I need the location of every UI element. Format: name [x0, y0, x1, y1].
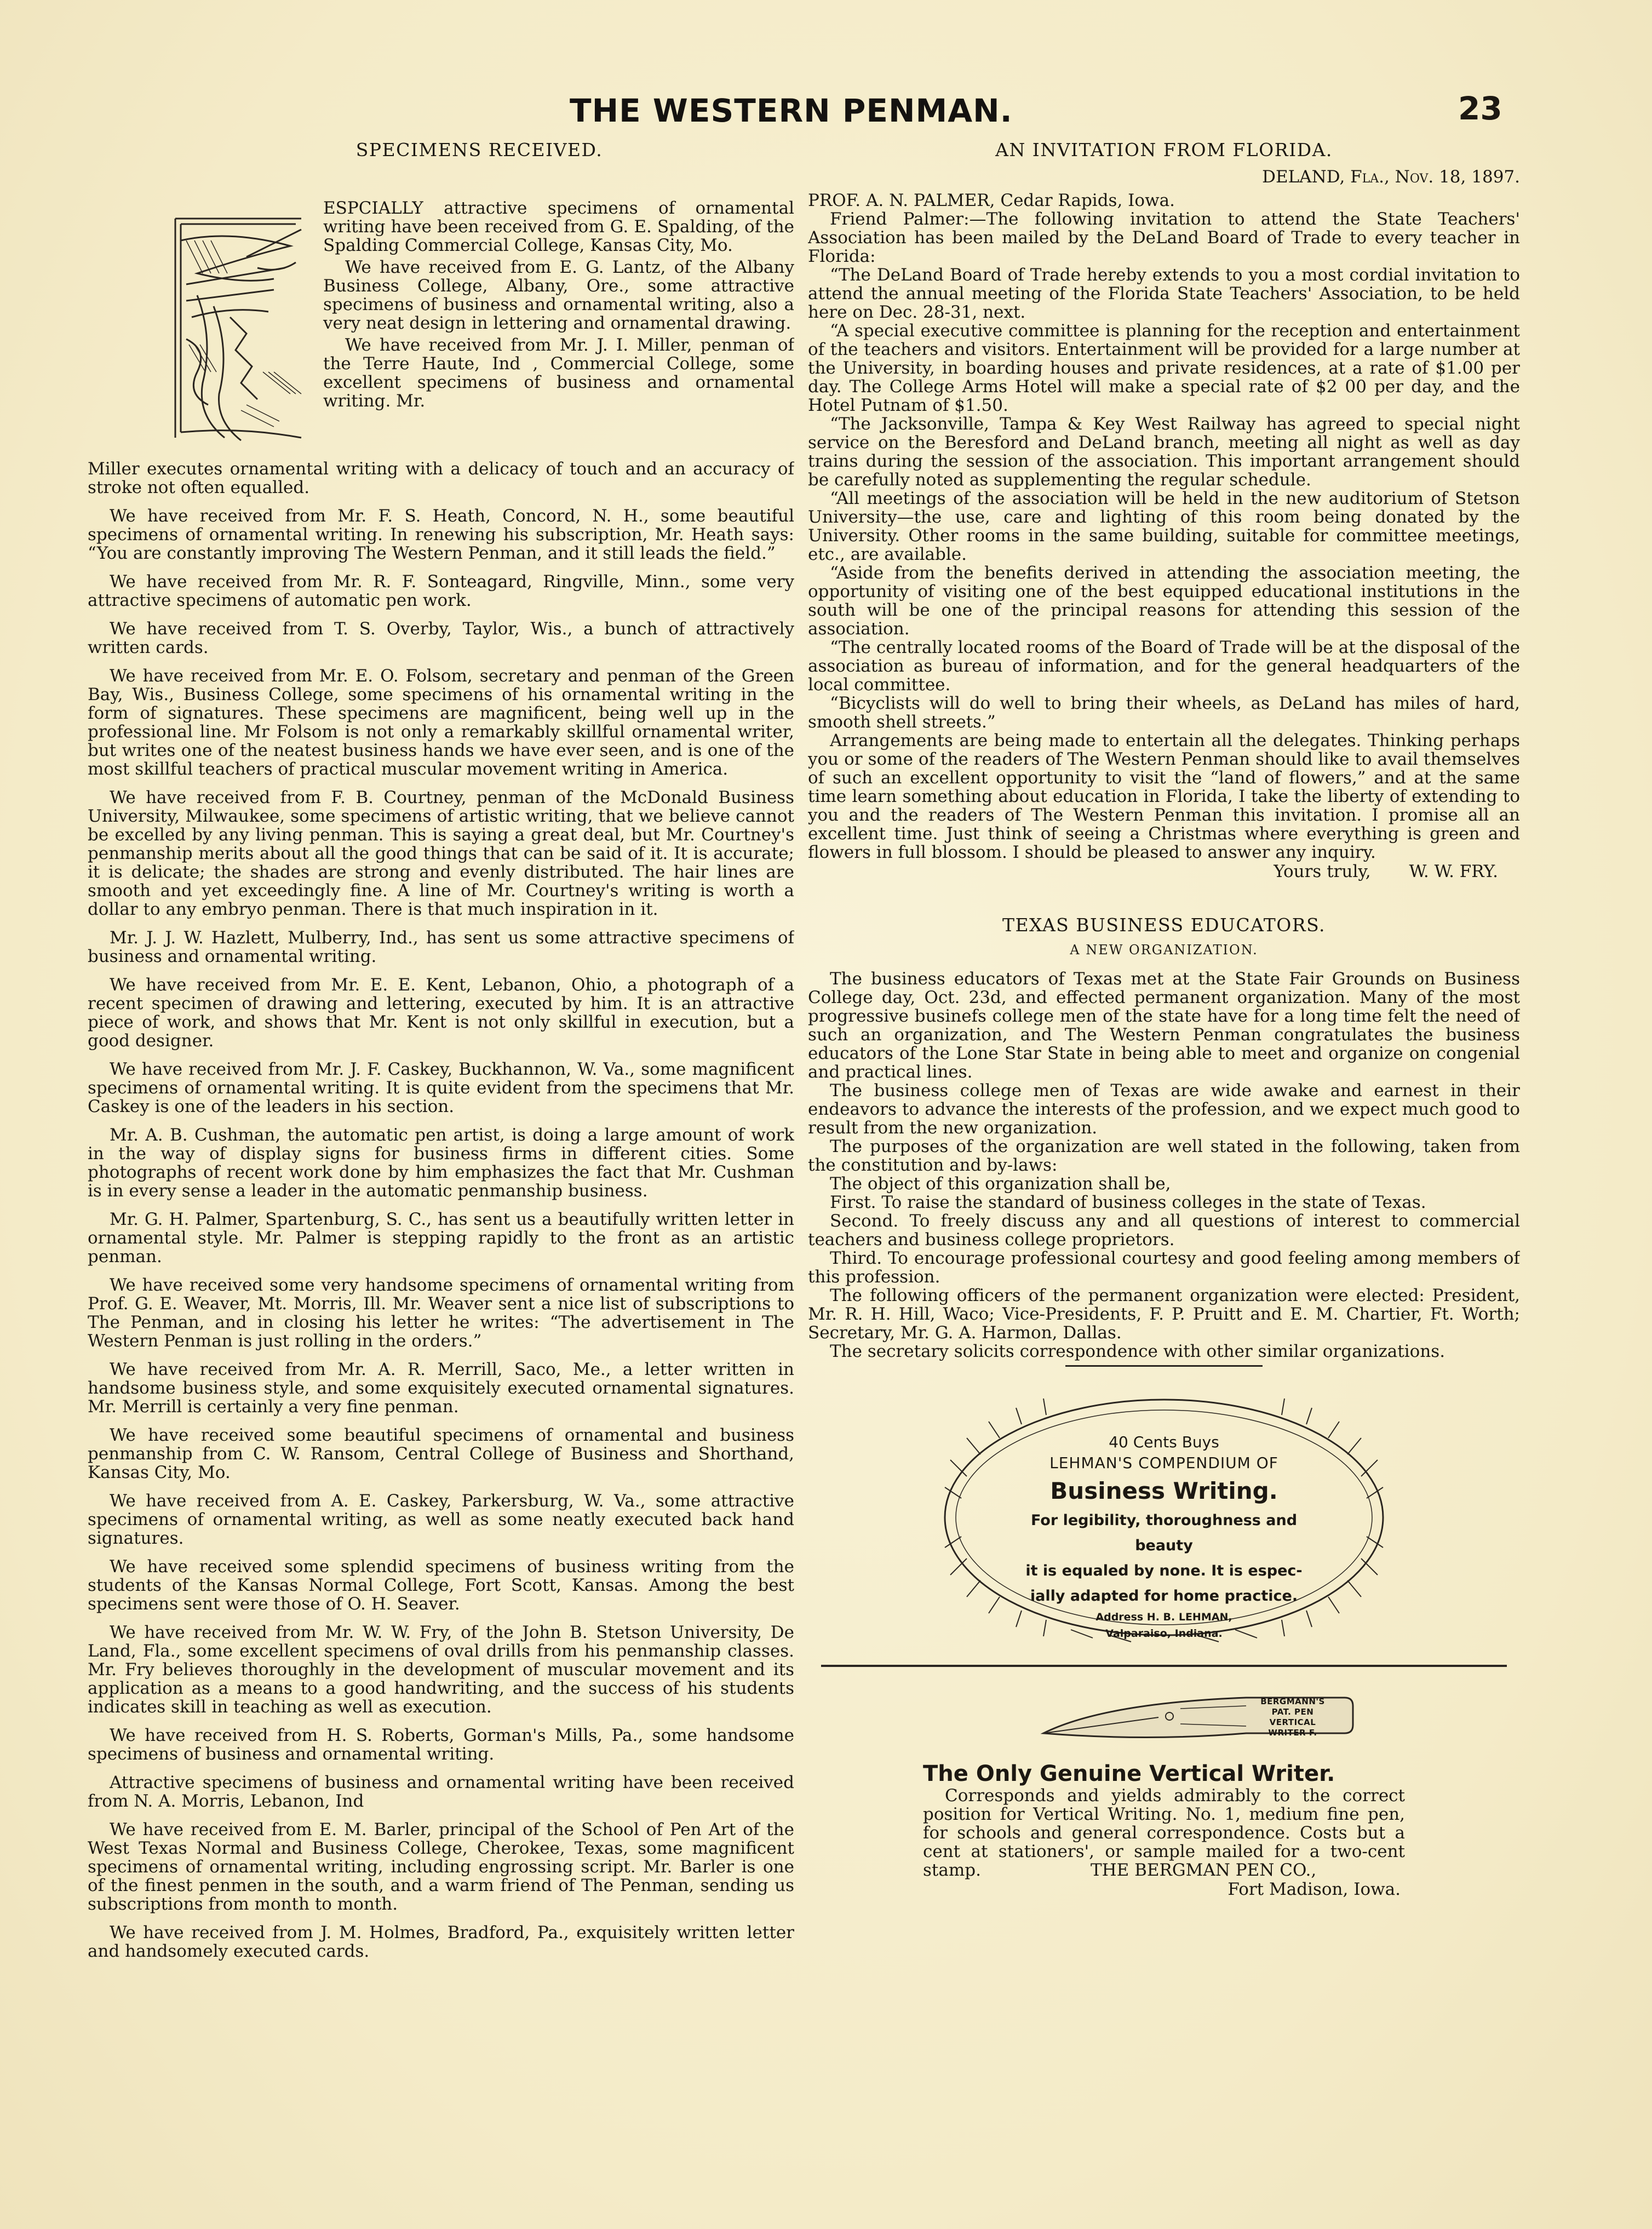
specimen-paragraph: Mr. A. B. Cushman, the automatic pen artist, is doing a large amount of work in the way of display signs for business firms in different cities. Some photographs of recent work done by him emphasizes the fact that Mr. Cushman is in every sense a leader in the automatic penmanship business. [88, 1125, 794, 1201]
lehman-ad-blurb: For legibility, thoroughness and beauty [1030, 1512, 1298, 1554]
decorative-initial-ornament [164, 208, 311, 449]
florida-heading: AN INVITATION FROM FLORIDA. [995, 139, 1333, 161]
florida-paragraph: “All meetings of the association will be held in the new auditorium of Stetson University—the use, care and lighting of this room being donated by the University. Other rooms in the same building, suitable for committee meetings, etc., are available. [808, 489, 1520, 564]
florida-paragraph: “The Jacksonville, Tampa & Key West Railway has agreed to special night service on the Beresford and DeLand branch, meeting all night as well as day trains during the session of the association. This important arrangement should be carefully noted as supplementing the regular schedule. [808, 414, 1520, 490]
lehman-ad-city: Valparaiso, Indiana. [1105, 1628, 1223, 1640]
florida-paragraph: “The centrally located rooms of the Board of Trade will be at the disposal of the association as bureau of information, and for the general headquarters of the local committee. [808, 638, 1520, 695]
specimen-paragraph: We have received from Mr. E. E. Kent, Lebanon, Ohio, a photograph of a recent specimen of drawing and lettering, executed by him. It is an attractive piece of work, and shows that Mr. Kent is not only skillful in execution, but a good designer. [88, 975, 794, 1051]
texas-heading: TEXAS BUSINESS EDUCATORS. [1002, 914, 1326, 936]
specimen-paragraph: Miller executes ornamental writing with a delicacy of touch and an accuracy of stroke not often equalled. [88, 459, 794, 497]
specimen-paragraph: Attractive specimens of business and ornamental writing have been received from N. A. Morris, Lebanon, Ind [88, 1773, 794, 1811]
specimen-paragraph: We have received from Mr. E. O. Folsom, secretary and penman of the Green Bay, Wis., Business College, some specimens of his ornamental writing in the form of signatures. These specimens are magnificent, being well up in the professional line. Mr Folsom is not only a remarkably skillful ornamental writer, but writes one of the neatest business hands we have ever seen, and is one of the most skillful teachers of practical muscular movement writing in America. [88, 666, 794, 779]
florida-paragraph: “Bicyclists will do well to bring their wheels, as DeLand has miles of hard, smooth shell streets.” [808, 694, 1520, 732]
lehman-ad-text [1000, 1432, 1328, 1642]
specimen-paragraph: We have received from Mr. R. F. Sonteagard, Ringville, Minn., some very attractive specimens of automatic pen work. [88, 572, 794, 610]
lehman-ad-blurb: it is equaled by none. It is espec- [1025, 1562, 1303, 1579]
specimen-paragraph: We have received from E. M. Barler, principal of the School of Pen Art of the West Texas Normal and Business College, Cherokee, Texas, some magnificent specimens of ornamental writing, including engrossing script. Mr. Barler is one of the finest penmen in the south, and a warm friend of The Penman, sending us subscriptions from month to month. [88, 1820, 794, 1914]
lehman-advertisement [928, 1389, 1399, 1646]
texas-paragraph: The following officers of the permanent organization were elected: President, Mr. R. H. Hill, Waco; Vice-Presidents, F. P. Pruitt and E. M. Chartier, Ft. Worth; Secretary, Mr. G. A. Harmon, Dallas. [808, 1286, 1520, 1343]
specimen-paragraph: We have received from T. S. Overby, Taylor, Wis., a bunch of attractively written cards. [88, 619, 794, 657]
specimen-paragraph: ESPCIALLY attractive specimens of ornamental writing have been received from G. E. Spalding, of the Spalding Commercial College, Kansas City, Mo. [323, 198, 794, 255]
specimen-paragraph: We have received some splendid specimens of business writing from the students of the Kansas Normal College, Fort Scott, Kansas. Among the best specimens sent were those of O. H. Seaver. [88, 1557, 794, 1614]
texas-paragraph: The business educators of Texas met at the State Fair Grounds on Business College day, Oct. 23d, and effected permanent organization. Many of the most progressive businefs college men of the state have for a long time felt the need of such an organization, and The Western Penman congratulates the business educators of the Lone Star State in being able to meet and organize on congenial and practical lines. [808, 969, 1520, 1082]
right-column [808, 137, 1520, 2076]
bergman-ad-description: Corresponds and yields admirably to the correct position for Vertical Writing. No. 1, medium fine pen, for schools and general correspondence. Costs but a cent at stationers', or sample mailed for a two-cent stamp. [923, 1786, 1405, 1880]
florida-addressee: PROF. A. N. PALMER, Cedar Rapids, Iowa. [808, 191, 1175, 210]
texas-paragraph: Second. To freely discuss any and all questions of interest to commercial teachers and business college proprietors. [808, 1211, 1520, 1250]
florida-paragraph: “The DeLand Board of Trade hereby extends to you a most cordial invitation to attend the annual meeting of the Florida State Teachers' Association, to be held here on Dec. 28-31, next. [808, 265, 1520, 322]
page-number: 23 [1458, 90, 1502, 127]
florida-dateline: DELAND, Fla., Nov. 18, 1897. [1262, 167, 1520, 187]
section-divider [1065, 1365, 1263, 1367]
texas-paragraph: First. To raise the standard of business colleges in the state of Texas. [830, 1193, 1426, 1212]
specimens-intro-text [323, 199, 794, 410]
bergman-ad-text [923, 1786, 1405, 1880]
lehman-ad-price: 40 Cents Buys [1109, 1433, 1219, 1451]
bergman-ad-heading: The Only Genuine Vertical Writer. [923, 1761, 1335, 1786]
texas-paragraph: The purposes of the organization are well stated in the following, taken from the constitution and by-laws: [808, 1137, 1520, 1175]
texas-paragraph: The object of this organization shall be, [830, 1174, 1171, 1194]
specimen-paragraph: We have received some beautiful specimens of ornamental and business penmanship from C. W. Ransom, Central College of Business and Shorthand, Kansas City, Mo. [88, 1425, 794, 1482]
texas-paragraph: The business college men of Texas are wide awake and earnest in their endeavors to advance the interests of the profession, and we expect much good to result from the new organization. [808, 1081, 1520, 1138]
lehman-ad-address: Address H. B. LEHMAN, [1095, 1611, 1232, 1623]
bergman-ad-body [923, 1786, 1405, 1899]
pen-imprint-line: VERTICAL WRITER F. [1268, 1717, 1317, 1738]
bergman-ad-firm: THE BERGMAN PEN CO., [1090, 1860, 1317, 1880]
section-divider [821, 1665, 1507, 1667]
florida-closing: Yours truly, [1274, 862, 1371, 881]
florida-paragraph: “A special executive committee is planning for the reception and entertainment of the teachers and visitors. Entertainment will be provided for a large number at the University, in boarding houses and private residences, at a rate of $1.00 per day. The College Arms Hotel will make a special rate of $2 00 per day, and the Hotel Putnam of $1.50. [808, 321, 1520, 415]
florida-signoff [808, 862, 1498, 881]
specimen-paragraph: We have received from Mr. W. W. Fry, of the John B. Stetson University, De Land, Fla., some excellent specimens of oval drills from his penmanship classes. Mr. Fry believes thoroughly in the development of muscular movement and its application as a means to a good handwriting, and the success of his students indicates skill in teaching as well as execution. [88, 1623, 794, 1717]
specimen-paragraph: We have received from Mr. J. F. Caskey, Buckhannon, W. Va., some magnificent specimens of ornamental writing. It is quite evident from the specimens that Mr. Caskey is one of the leaders in his section. [88, 1059, 794, 1116]
specimen-paragraph: We have received some very handsome specimens of ornamental writing from Prof. G. E. Weaver, Mt. Morris, Ill. Mr. Weaver sent a nice list of subscriptions to The Penman, and in closing his letter he writes: “The advertisement in The Western Penman is just rolling in the orders.” [88, 1275, 794, 1351]
florida-paragraph: “Aside from the benefits derived in attending the association meeting, the opportunity of visiting one of the best equipped educational institutions in the south will be one of the principal reasons for attending this session of the association. [808, 563, 1520, 639]
specimen-paragraph: Mr. J. J. W. Hazlett, Mulberry, Ind., has sent us some attractive specimens of business and ornamental writing. [88, 928, 794, 966]
specimen-paragraph: We have received from E. G. Lantz, of the Albany Business College, Albany, Ore., some attractive specimens of business and ornamental writing, also a very neat design in lettering and ornamental drawing. [323, 257, 794, 333]
specimen-paragraph: We have received from A. E. Caskey, Parkersburg, W. Va., some attractive specimens of ornamental writing, as well as some neatly executed back hand signatures. [88, 1491, 794, 1548]
florida-paragraph: Arrangements are being made to entertain all the delegates. Thinking perhaps you or some of the readers of The Western Penman should like to avail themselves of such an excellent opportunity to visit the “land of flowers,” and at the same time learn something about education in Florida, I take the liberty of extending to you and the readers of The Western Penman this invitation. I promise all an excellent time. Just think of seeing a Christmas where everything is green and flowers in full blossom. I should be pleased to answer any inquiry. [808, 731, 1520, 862]
lehman-ad-blurb: ially adapted for home practice. [1030, 1588, 1298, 1605]
masthead-title: THE WESTERN PENMAN. [570, 92, 1013, 129]
specimen-paragraph: Mr. G. H. Palmer, Spartenburg, S. C., has sent us a beautifully written letter in ornamental style. Mr. Palmer is stepping rapidly to the front as an artistic penman. [88, 1210, 794, 1267]
specimens-intro-block [88, 167, 794, 479]
specimen-paragraph: We have received from Mr. J. I. Miller, penman of the Terre Haute, Ind , Commercial College, some excellent specimens of business and ornamental writing. Mr. [323, 335, 794, 411]
texas-paragraph: The secretary solicits correspondence with other similar organizations. [830, 1342, 1446, 1361]
pen-imprint [1252, 1697, 1334, 1738]
specimen-paragraph: We have received from F. B. Courtney, penman of the McDonald Business University, Milwaukee, some specimens of artistic writing, that we believe cannot be excelled by any living penman. This is saying a great deal, but Mr. Courtney's penmanship merits about all the good things that can be said of it. It is accurate; it is delicate; the shades are strong and evenly distributed. The hair lines are smooth and yet exceedingly fine. A line of Mr. Courtney's writing is worth a dollar to any embryo penman. There is that much inspiration in it. [88, 788, 794, 919]
specimen-paragraph: We have received from Mr. F. S. Heath, Concord, N. H., some beautiful specimens of ornamental writing. In renewing his subscription, Mr. Heath says: “You are constantly improving The Western Penman, and it still leads the field.” [88, 506, 794, 563]
specimen-paragraph: We have received from J. M. Holmes, Bradford, Pa., exquisitely written letter and handsomely executed cards. [88, 1923, 794, 1961]
bergman-ad-city: Fort Madison, Iowa. [1227, 1880, 1401, 1899]
specimen-paragraph: We have received from Mr. A. R. Merrill, Saco, Me., a letter written in handsome business style, and some exquisitely executed ornamental signatures. Mr. Merrill is certainly a very fine penman. [88, 1360, 794, 1417]
left-column [88, 137, 794, 2076]
pen-imprint-line: BERGMANN'S PAT. PEN [1260, 1697, 1325, 1717]
lehman-ad-title-line: LEHMAN'S COMPENDIUM OF [1049, 1454, 1278, 1472]
specimen-paragraph: We have received from H. S. Roberts, Gorman's Mills, Pa., some handsome specimens of business and ornamental writing. [88, 1726, 794, 1764]
florida-paragraph: Friend Palmer:—The following invitation to attend the State Teachers' Association has been mailed by the DeLand Board of Trade to every teacher in Florida: [808, 209, 1520, 266]
specimens-heading: SPECIMENS RECEIVED. [355, 139, 603, 161]
florida-signature: W. W. FRY. [1409, 862, 1498, 881]
texas-paragraph: Third. To encourage professional courtesy and good feeling among members of this profession. [808, 1248, 1520, 1287]
lehman-ad-book-title: Business Writing. [1050, 1477, 1278, 1504]
bergman-pen-illustration [808, 1676, 1520, 1758]
texas-subheading: A NEW ORGANIZATION. [1070, 942, 1258, 958]
